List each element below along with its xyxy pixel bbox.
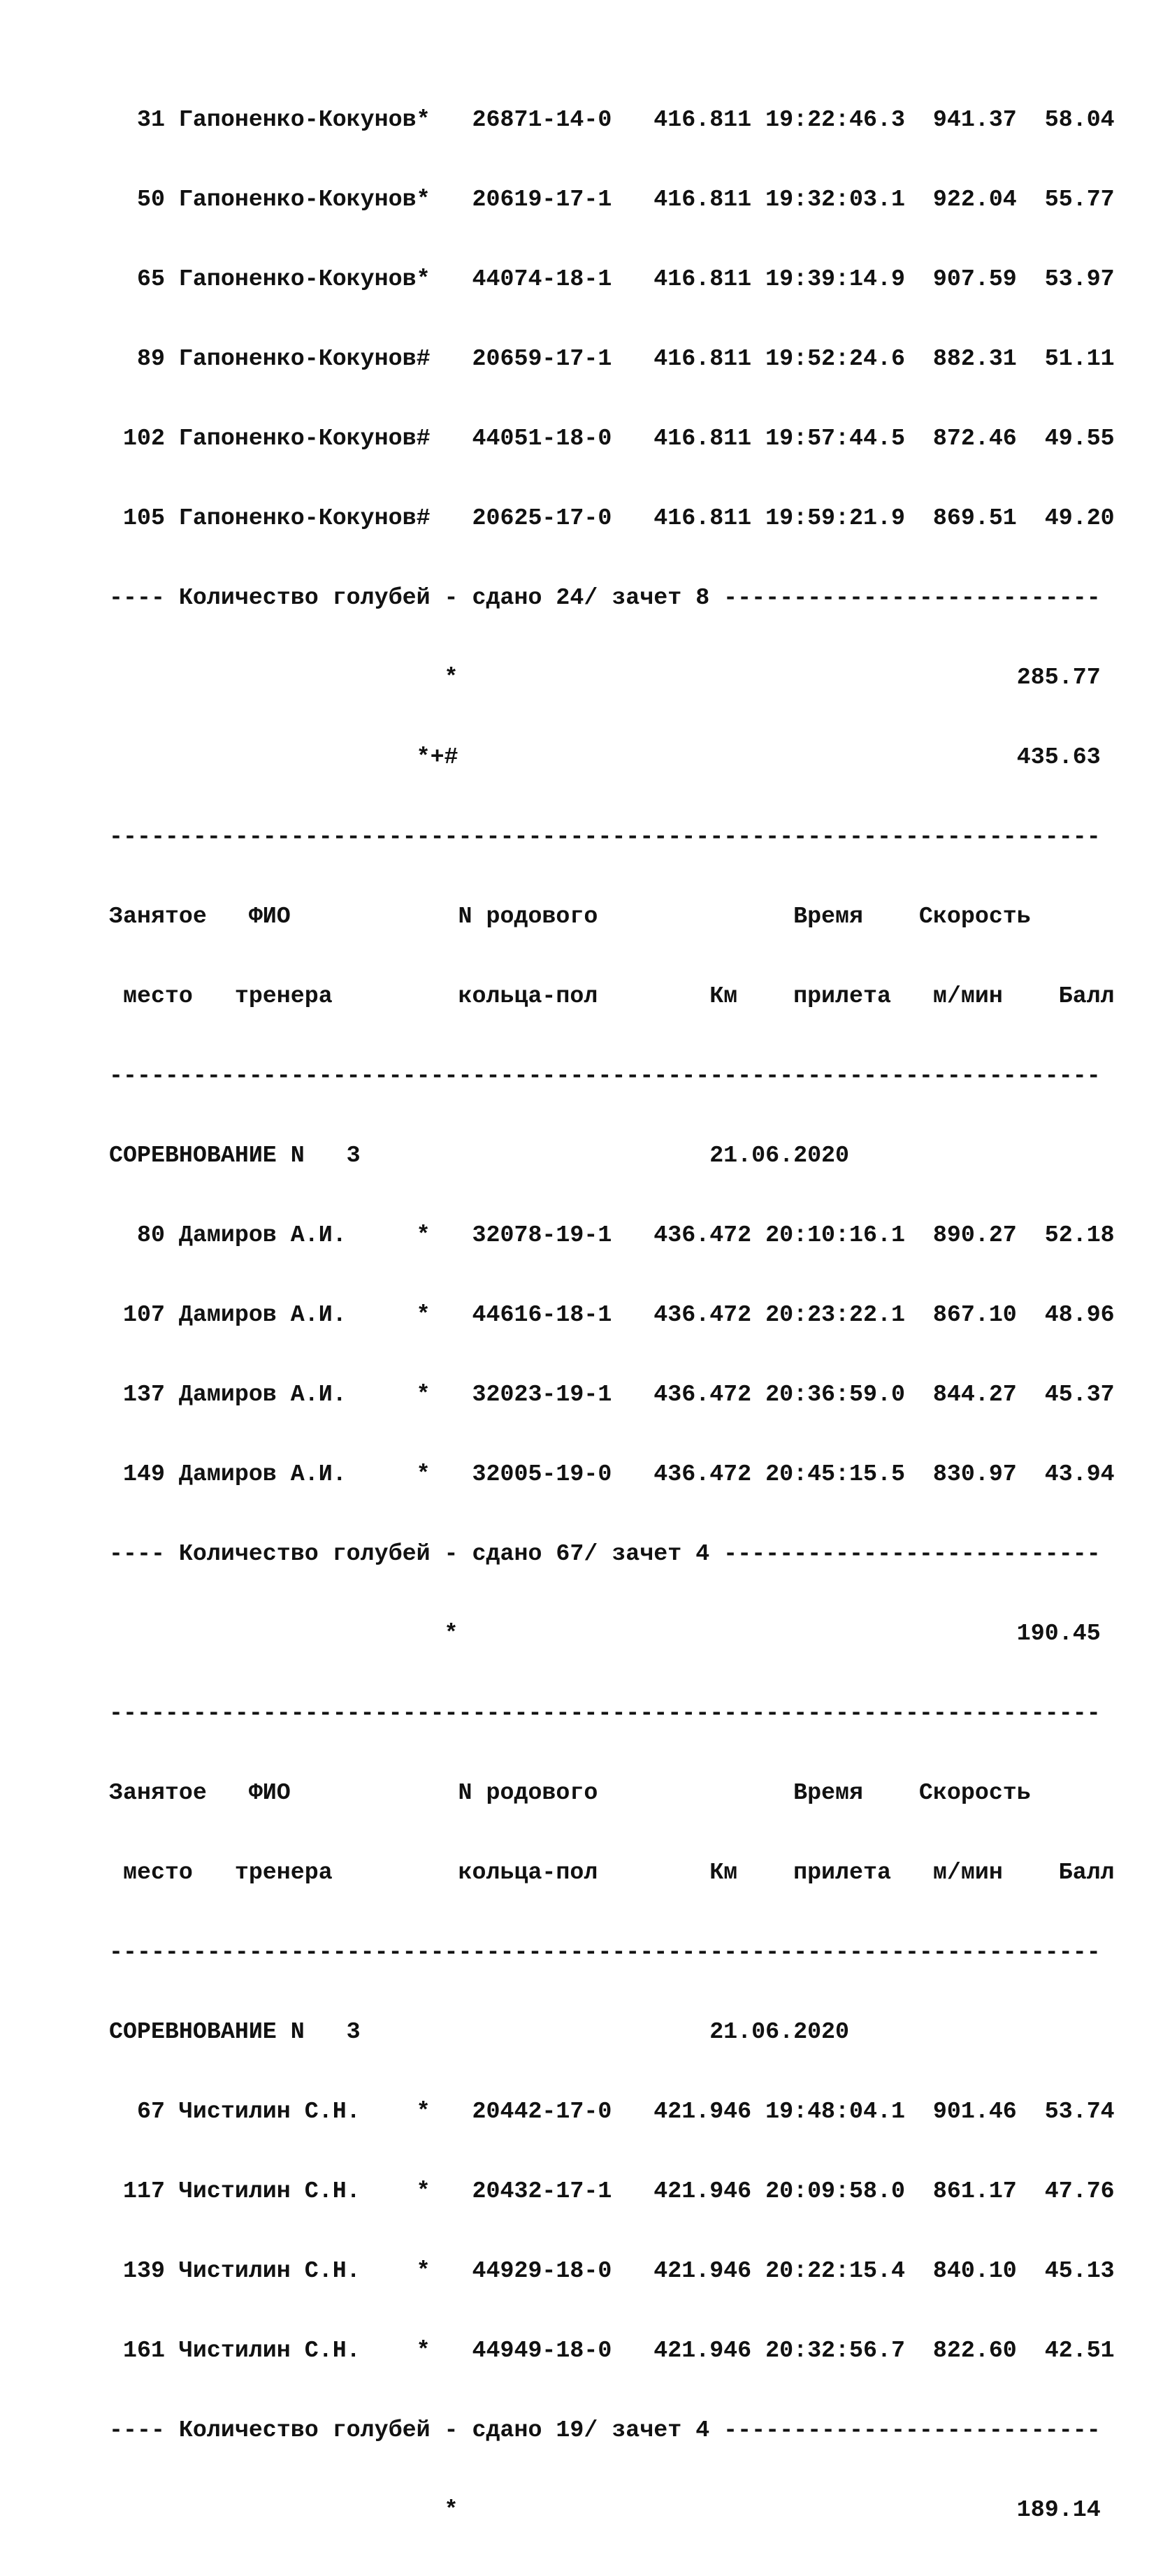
column-header-line-2: место тренера кольца-пол Км прилета м/мин Балл (109, 983, 1115, 1009)
result-row: 107 Дамиров А.И. * 44616-18-1 436.472 20:23:22.1 867.10 48.96 (109, 1301, 1115, 1328)
separator-line: ----------------------------------------------------------------------- (109, 1062, 1101, 1089)
competition-heading: СОРЕВНОВАНИЕ N 3 21.06.2020 (109, 1142, 1101, 1168)
column-header-line-2: место тренера кольца-пол Км прилета м/мин Балл (109, 1859, 1115, 1886)
result-row: 102 Гапоненко-Кокунов# 44051-18-0 416.811 19:57:44.5 872.46 49.55 (109, 425, 1115, 451)
group-total-star: * 285.77 (109, 664, 1101, 690)
result-row: 137 Дамиров А.И. * 32023-19-1 436.472 20:36:59.0 844.27 45.37 (109, 1381, 1115, 1408)
group-total-star: * 190.45 (109, 1620, 1101, 1647)
result-row: 105 Гапоненко-Кокунов# 20625-17-0 416.811 19:59:21.9 869.51 49.20 (109, 505, 1115, 531)
result-row: 149 Дамиров А.И. * 32005-19-0 436.472 20:45:15.5 830.97 43.94 (109, 1461, 1115, 1487)
pigeon-count-summary: ---- Количество голубей - сдано 19/ зачет 4 --------------------------- (109, 2417, 1101, 2443)
result-row: 161 Чистилин С.Н. * 44949-18-0 421.946 20:32:56.7 822.60 42.51 (109, 2337, 1115, 2364)
result-row: 67 Чистилин С.Н. * 20442-17-0 421.946 19:48:04.1 901.46 53.74 (109, 2098, 1115, 2125)
result-row: 65 Гапоненко-Кокунов* 44074-18-1 416.811 19:39:14.9 907.59 53.97 (109, 266, 1115, 292)
result-row: 89 Гапоненко-Кокунов# 20659-17-1 416.811 19:52:24.6 882.31 51.11 (109, 345, 1115, 372)
pigeon-count-summary: ---- Количество голубей - сдано 24/ зачет 8 --------------------------- (109, 584, 1101, 611)
group-total-combined: *+# 435.63 (109, 744, 1101, 770)
column-header-line-1: Занятое ФИО N родового Время Скорость (109, 903, 1101, 929)
result-row: 50 Гапоненко-Кокунов* 20619-17-1 416.811 19:32:03.1 922.04 55.77 (109, 186, 1115, 212)
result-row: 80 Дамиров А.И. * 32078-19-1 436.472 20:10:16.1 890.27 52.18 (109, 1222, 1115, 1248)
result-row: 117 Чистилин С.Н. * 20432-17-1 421.946 20:09:58.0 861.17 47.76 (109, 2178, 1115, 2204)
separator-line: ----------------------------------------------------------------------- (109, 1939, 1101, 1965)
result-row: 139 Чистилин С.Н. * 44929-18-0 421.946 20:22:15.4 840.10 45.13 (109, 2257, 1115, 2284)
separator-line: ----------------------------------------------------------------------- (109, 823, 1101, 850)
group-total-star: * 189.14 (109, 2496, 1101, 2523)
result-row: 31 Гапоненко-Кокунов* 26871-14-0 416.811 19:22:46.3 941.37 58.04 (109, 106, 1115, 133)
competition-heading: СОРЕВНОВАНИЕ N 3 21.06.2020 (109, 2018, 1101, 2045)
separator-line: ----------------------------------------------------------------------- (109, 1700, 1101, 1726)
column-header-line-1: Занятое ФИО N родового Время Скорость (109, 1779, 1101, 1806)
pigeon-count-summary: ---- Количество голубей - сдано 67/ зачет 4 --------------------------- (109, 1540, 1101, 1567)
race-results-report (109, 53, 1115, 2576)
